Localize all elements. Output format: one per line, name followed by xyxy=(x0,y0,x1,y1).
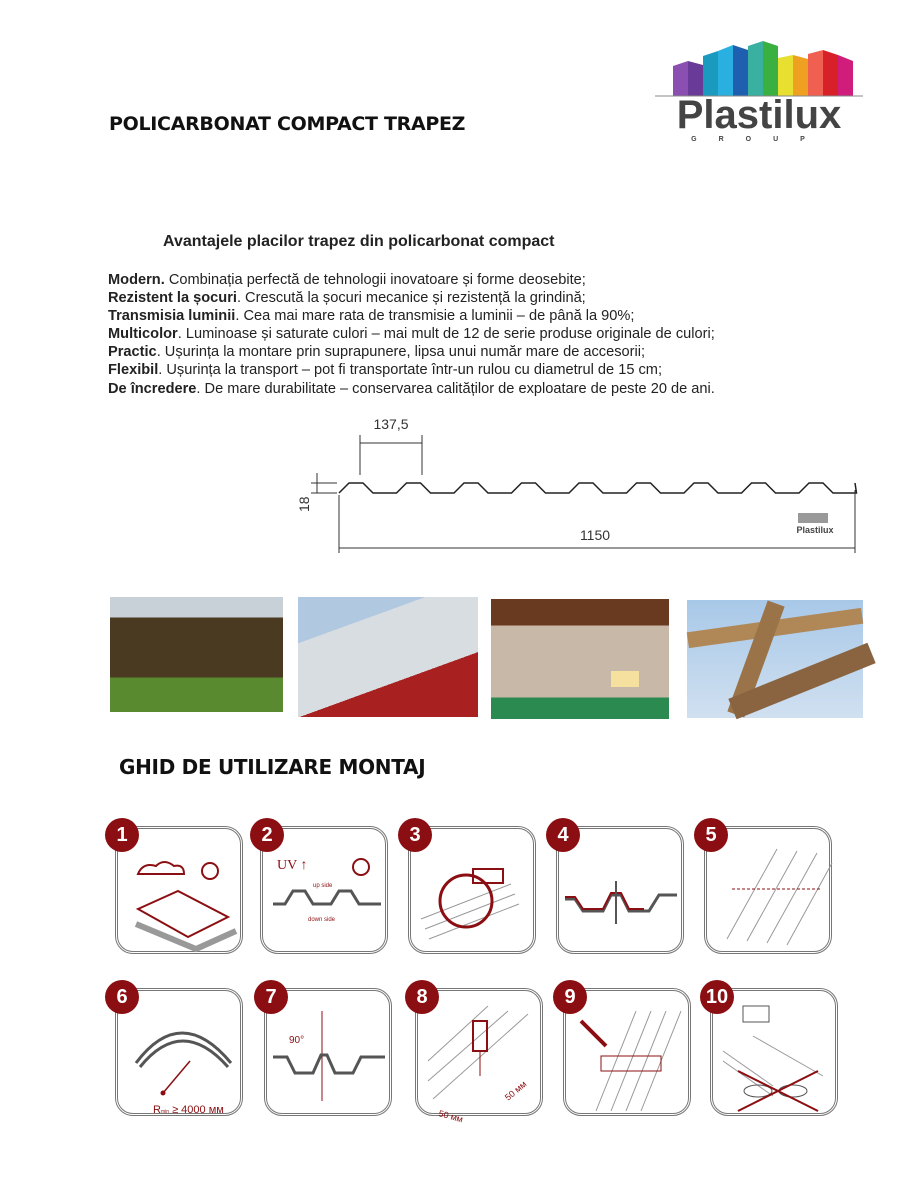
profile-drawing xyxy=(295,405,865,560)
step-number-badge: 5 xyxy=(694,818,728,852)
advantage-item: Flexibil. Ușurința la transport – pot fi transportate într-un rulou cu diametrul de 15 cm; xyxy=(108,362,663,379)
step-illustration xyxy=(263,829,385,951)
svg-text:GROUP: GROUP xyxy=(691,136,827,143)
step-illustration xyxy=(411,829,533,951)
advantage-item: Multicolor. Luminoase și saturate culori – mai mult de 12 de serie produse originale de culori; xyxy=(108,326,715,343)
svg-text:50 мм: 50 мм xyxy=(502,1078,529,1103)
advantage-item: Modern. Combinația perfectă de tehnologii inovatoare și forme deosebite; xyxy=(108,272,586,288)
step-illustration xyxy=(418,991,540,1125)
step-illustration xyxy=(559,829,681,951)
page-title: POLICARBONAT COMPACT TRAPEZ xyxy=(109,113,466,135)
montaj-step-5 xyxy=(694,818,834,956)
plastilux-logo xyxy=(645,28,873,148)
montaj-step-9 xyxy=(553,980,693,1118)
montaj-step-1 xyxy=(105,818,245,956)
svg-text:up side: up side xyxy=(313,883,333,889)
photo-carport-wall xyxy=(491,599,669,719)
step-number-badge: 6 xyxy=(105,980,139,1014)
montaj-heading: GHID DE UTILIZARE MONTAJ xyxy=(119,755,426,779)
montaj-step-2 xyxy=(250,818,390,956)
profile-watermark: Plastilux xyxy=(796,525,834,535)
montaj-step-6 xyxy=(105,980,245,1118)
width-label: 1150 xyxy=(579,527,611,543)
photo-greenhouse-roof xyxy=(298,597,478,717)
angle-label: 90° xyxy=(289,1035,305,1046)
step-illustration xyxy=(707,829,829,951)
step-illustration xyxy=(267,991,389,1113)
step-number-badge: 3 xyxy=(398,818,432,852)
montaj-step-3 xyxy=(398,818,538,956)
photo-pergola-roof xyxy=(687,600,863,718)
photo-fence xyxy=(110,597,283,712)
uv-label: UV ↑ xyxy=(277,858,308,873)
step-number-badge: 4 xyxy=(546,818,580,852)
step-number-badge: 2 xyxy=(250,818,284,852)
step-number-badge: 8 xyxy=(405,980,439,1014)
advantages-heading: Avantajele placilor trapez din policarbonat compact xyxy=(163,233,555,250)
step-number-badge: 10 xyxy=(700,980,734,1014)
montaj-step-4 xyxy=(546,818,686,956)
height-label: 18 xyxy=(296,496,312,512)
montaj-step-10 xyxy=(700,980,840,1118)
advantages-list xyxy=(108,271,715,398)
pitch-label: 137,5 xyxy=(373,416,409,432)
step-number-badge: 1 xyxy=(105,818,139,852)
step-illustration xyxy=(713,991,835,1113)
montaj-step-8 xyxy=(405,980,545,1125)
montaj-step-7 xyxy=(254,980,394,1118)
advantage-item: Transmisia luminii. Cea mai mare rata de transmisie a luminii – de până la 90%; xyxy=(108,308,635,325)
svg-text:50 мм: 50 мм xyxy=(437,1108,465,1125)
step-illustration xyxy=(566,991,688,1113)
step-illustration xyxy=(118,991,240,1116)
radius-label: Rmin ≥ 4000 мм xyxy=(153,1104,224,1116)
svg-text:down side: down side xyxy=(308,917,336,923)
step-number-badge: 7 xyxy=(254,980,288,1014)
svg-text:Plastilux: Plastilux xyxy=(676,93,842,137)
step-illustration xyxy=(118,829,240,951)
advantage-item: Rezistent la șocuri. Crescută la șocuri mecanice și rezistență la grindină; xyxy=(108,290,586,307)
step-number-badge: 9 xyxy=(553,980,587,1014)
advantage-item: Practic. Ușurința la montare prin suprapunere, lipsa unui număr mare de accesorii; xyxy=(108,344,646,361)
advantage-item: De încredere. De mare durabilitate – conservarea calităților de exploatare de peste 20 de ani. xyxy=(108,380,715,397)
